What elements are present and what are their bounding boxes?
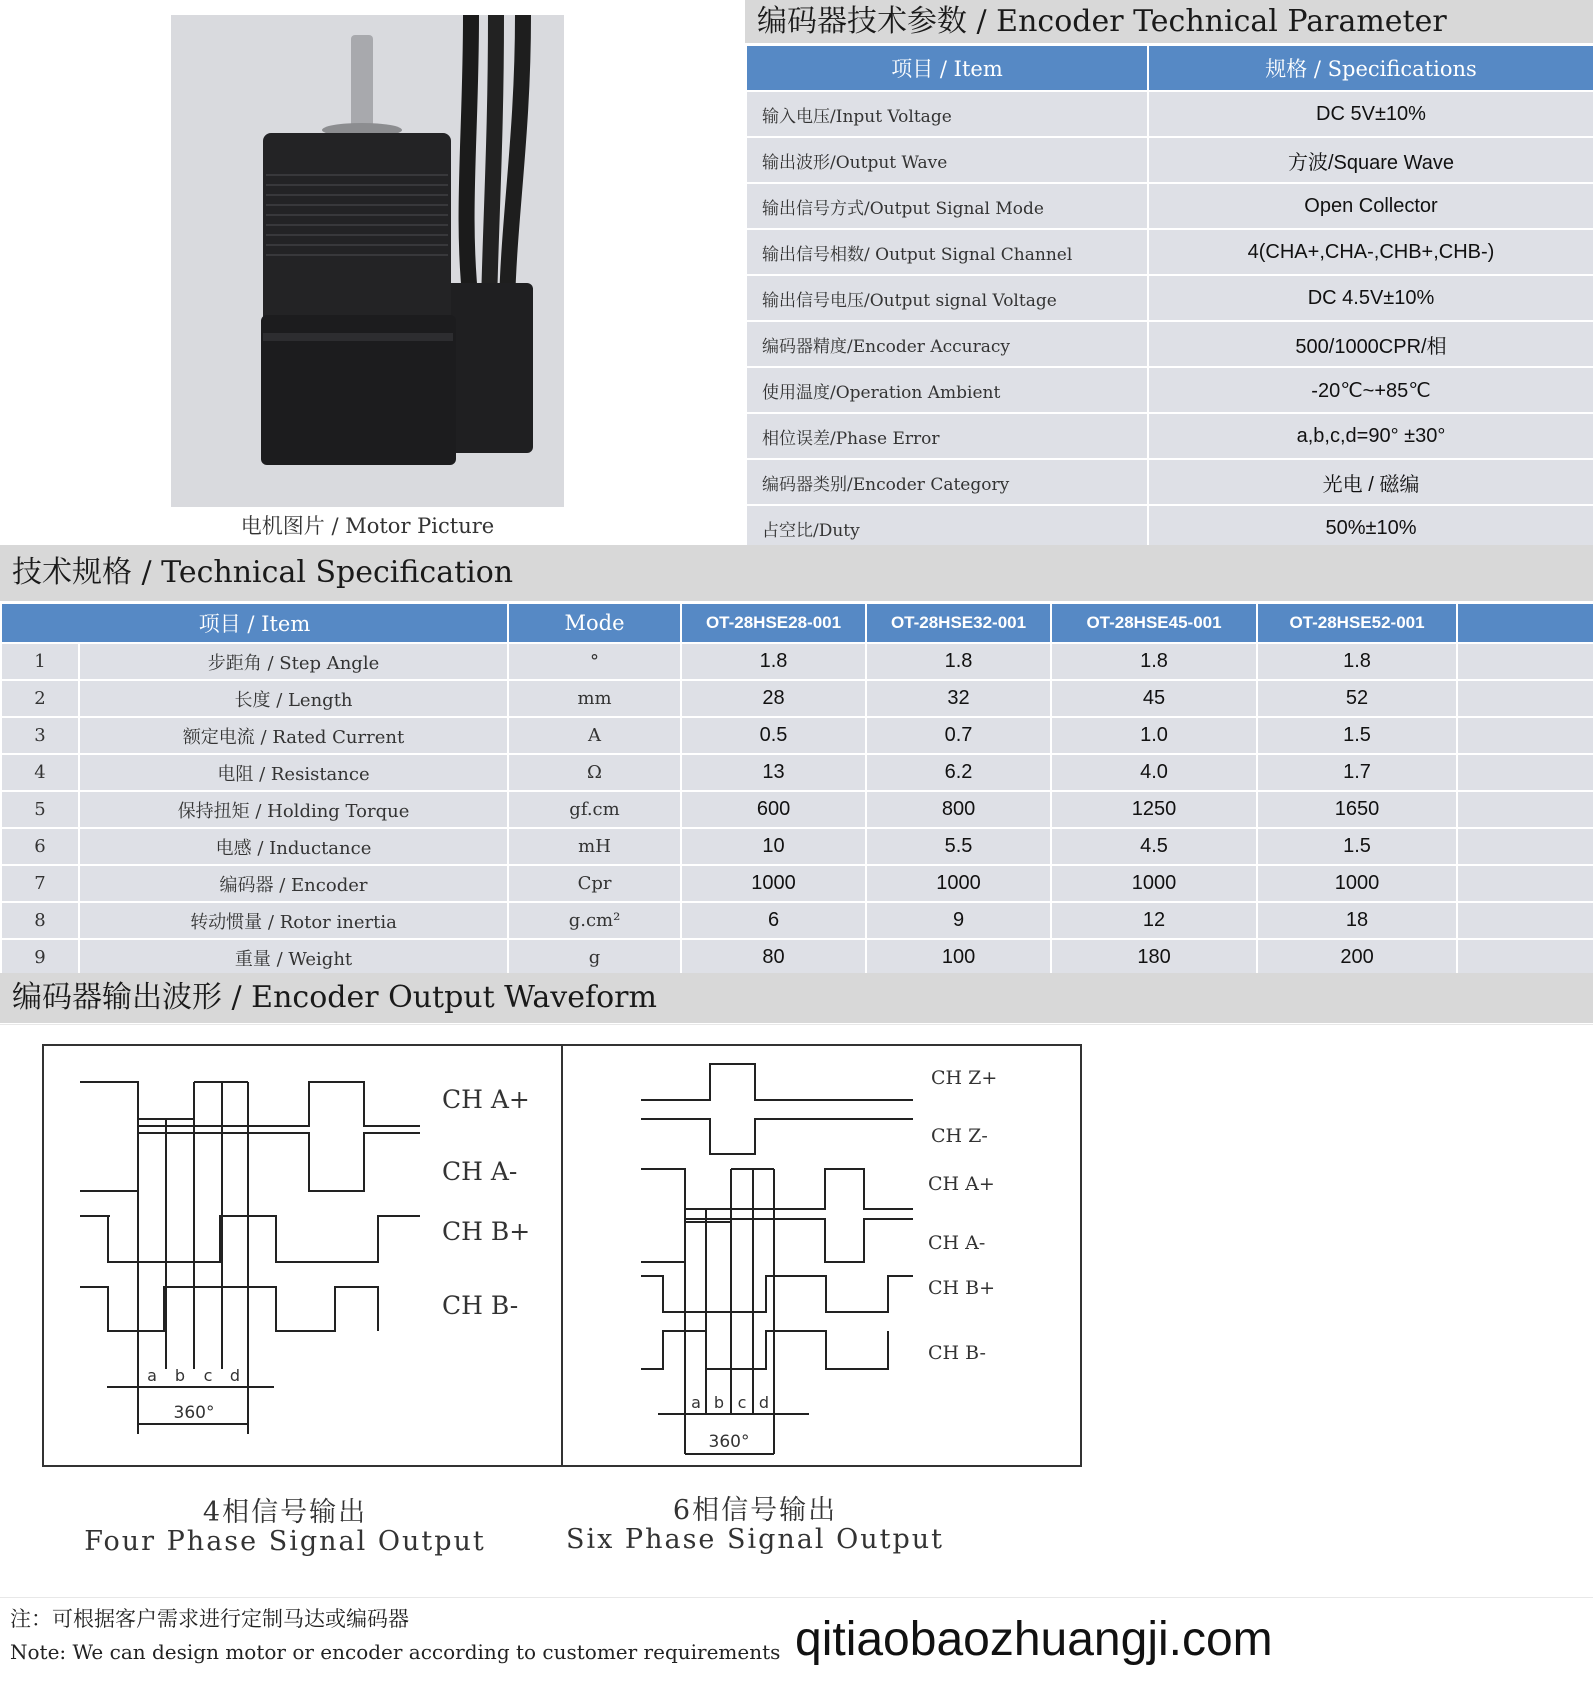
photo-caption: 电机图片 / Motor Picture (240, 514, 495, 538)
channel-label: CH A+ (928, 1173, 995, 1195)
tick-label: d (229, 1366, 241, 1385)
header-empty (1457, 603, 1593, 643)
param-spec: 方波/Square Wave (1148, 137, 1593, 183)
spec-value: 1.5 (1257, 717, 1457, 754)
spec-unit: Ω (508, 754, 681, 791)
param-item: 使用温度/Operation Ambient (746, 367, 1148, 413)
spec-value: 5.5 (866, 828, 1051, 865)
header-model: OT-28HSE28-001 (681, 603, 866, 643)
spec-value: 4.0 (1051, 754, 1257, 791)
table-row (746, 183, 1593, 229)
param-item: 相位误差/Phase Error (746, 413, 1148, 459)
param-item: 编码器类别/Encoder Category (746, 459, 1148, 505)
header-item: 项目 / Item (746, 45, 1148, 91)
table-row (746, 321, 1593, 367)
spec-unit: gf.cm (508, 791, 681, 828)
spec-value: 12 (1051, 902, 1257, 939)
table-row (746, 367, 1593, 413)
empty-cell (1457, 902, 1593, 939)
spec-value: 80 (681, 939, 866, 976)
spec-item: 步距角 / Step Angle (79, 643, 508, 680)
row-number: 7 (1, 865, 79, 902)
table-row (746, 229, 1593, 275)
tech-spec-table (0, 602, 1593, 977)
empty-cell (1457, 865, 1593, 902)
table-row (1, 939, 1593, 976)
channel-label: CH A+ (442, 1085, 530, 1114)
spec-value: 13 (681, 754, 866, 791)
tick-label: b (174, 1366, 186, 1385)
four-phase-caption-cn: 4相信号输出 (202, 1497, 368, 1528)
param-spec: DC 5V±10% (1148, 91, 1593, 137)
spec-value: 1.8 (1051, 643, 1257, 680)
spec-unit: Cpr (508, 865, 681, 902)
encoder-table-header (746, 45, 1593, 91)
table-row (746, 137, 1593, 183)
empty-cell (1457, 643, 1593, 680)
spec-value: 18 (1257, 902, 1457, 939)
param-item: 输出信号相数/ Output Signal Channel (746, 229, 1148, 275)
spec-unit: g (508, 939, 681, 976)
motor-photo (171, 15, 564, 507)
param-spec: Open Collector (1148, 183, 1593, 229)
four-phase-waveform (42, 1044, 561, 1467)
tick-label: a (147, 1366, 157, 1385)
encoder-section-title: 编码器技术参数 / Encoder Technical Parameter (745, 0, 1593, 43)
param-item: 占空比/Duty (746, 505, 1148, 551)
row-number: 4 (1, 754, 79, 791)
header-mode: Mode (508, 603, 681, 643)
spec-value: 52 (1257, 680, 1457, 717)
header-specifications: 规格 / Specifications (1148, 45, 1593, 91)
channel-label: CH Z+ (931, 1067, 998, 1089)
table-row (746, 91, 1593, 137)
table-row (1, 902, 1593, 939)
channel-label: CH B- (442, 1291, 519, 1320)
header-model: OT-28HSE52-001 (1257, 603, 1457, 643)
tick-label: c (203, 1366, 213, 1385)
param-item: 输入电压/Input Voltage (746, 91, 1148, 137)
watermark-text: qitiaobaozhuangji.com (795, 1613, 1273, 1666)
waveform-section-title: 编码器输出波形 / Encoder Output Waveform (0, 973, 1593, 1023)
spec-value: 1000 (681, 865, 866, 902)
empty-cell (1457, 791, 1593, 828)
param-item: 输出波形/Output Wave (746, 137, 1148, 183)
param-spec: a,b,c,d=90° ±30° (1148, 413, 1593, 459)
param-spec: 500/1000CPR/相 (1148, 321, 1593, 367)
spec-item: 保持扭矩 / Holding Torque (79, 791, 508, 828)
spec-value: 100 (866, 939, 1051, 976)
empty-cell (1457, 828, 1593, 865)
table-row (1, 791, 1593, 828)
tick-label: c (737, 1393, 747, 1412)
channel-label: CH B+ (442, 1217, 531, 1246)
channel-label: CH B+ (928, 1277, 996, 1299)
row-number: 5 (1, 791, 79, 828)
spec-value: 1.8 (1257, 643, 1457, 680)
divider (0, 1024, 1593, 1025)
spec-value: 9 (866, 902, 1051, 939)
spec-item: 编码器 / Encoder (79, 865, 508, 902)
spec-value: 200 (1257, 939, 1457, 976)
spec-value: 180 (1051, 939, 1257, 976)
row-number: 1 (1, 643, 79, 680)
row-number: 9 (1, 939, 79, 976)
spec-value: 1000 (866, 865, 1051, 902)
tick-label: d (758, 1393, 770, 1412)
param-spec: 光电 / 磁编 (1148, 459, 1593, 505)
table-row (746, 459, 1593, 505)
spec-value: 800 (866, 791, 1051, 828)
spec-value: 6.2 (866, 754, 1051, 791)
six-phase-caption-en: Six Phase Signal Output (565, 1524, 945, 1555)
spec-value: 1.5 (1257, 828, 1457, 865)
channel-label: CH A- (928, 1232, 986, 1254)
channel-label: CH B- (928, 1342, 986, 1364)
spec-value: 1000 (1051, 865, 1257, 902)
spec-unit: mm (508, 680, 681, 717)
spec-unit: ° (508, 643, 681, 680)
divider (0, 1597, 1593, 1598)
tech-table-header (1, 603, 1593, 643)
spec-unit: g.cm² (508, 902, 681, 939)
table-row (1, 680, 1593, 717)
table-row (746, 413, 1593, 459)
spec-value: 1000 (1257, 865, 1457, 902)
header-model: OT-28HSE32-001 (866, 603, 1051, 643)
spec-value: 1.8 (866, 643, 1051, 680)
six-phase-waveform (563, 1044, 1082, 1467)
table-row (1, 717, 1593, 754)
note-chinese: 注：可根据客户需求进行定制马达或编码器 (10, 1607, 409, 1631)
spec-item: 电阻 / Resistance (79, 754, 508, 791)
row-number: 2 (1, 680, 79, 717)
spec-value: 1.7 (1257, 754, 1457, 791)
tech-section-title: 技术规格 / Technical Specification (0, 545, 1593, 601)
spec-value: 4.5 (1051, 828, 1257, 865)
channel-label: CH A- (442, 1157, 518, 1186)
spec-item: 重量 / Weight (79, 939, 508, 976)
empty-cell (1457, 717, 1593, 754)
spec-value: 45 (1051, 680, 1257, 717)
six-phase-caption-cn: 6相信号输出 (672, 1495, 838, 1526)
spec-value: 1.0 (1051, 717, 1257, 754)
table-row (1, 643, 1593, 680)
empty-cell (1457, 754, 1593, 791)
spec-value: 1650 (1257, 791, 1457, 828)
row-number: 8 (1, 902, 79, 939)
header-model: OT-28HSE45-001 (1051, 603, 1257, 643)
param-spec: 4(CHA+,CHA-,CHB+,CHB-) (1148, 229, 1593, 275)
spec-unit: mH (508, 828, 681, 865)
header-item: 项目 / Item (1, 603, 508, 643)
table-row (746, 275, 1593, 321)
tick-label: a (691, 1393, 701, 1412)
row-number: 6 (1, 828, 79, 865)
empty-cell (1457, 939, 1593, 976)
encoder-param-table (745, 44, 1593, 552)
tick-label: b (713, 1393, 725, 1412)
param-spec: 50%±10% (1148, 505, 1593, 551)
param-item: 编码器精度/Encoder Accuracy (746, 321, 1148, 367)
table-row (1, 828, 1593, 865)
param-item: 输出信号方式/Output Signal Mode (746, 183, 1148, 229)
spec-item: 长度 / Length (79, 680, 508, 717)
row-number: 3 (1, 717, 79, 754)
spec-value: 6 (681, 902, 866, 939)
table-row (1, 865, 1593, 902)
spec-value: 1250 (1051, 791, 1257, 828)
spec-value: 0.5 (681, 717, 866, 754)
spec-unit: A (508, 717, 681, 754)
table-row (1, 754, 1593, 791)
empty-cell (1457, 680, 1593, 717)
spec-item: 电感 / Inductance (79, 828, 508, 865)
spec-item: 额定电流 / Rated Current (79, 717, 508, 754)
param-spec: -20℃~+85℃ (1148, 367, 1593, 413)
param-item: 输出信号电压/Output signal Voltage (746, 275, 1148, 321)
four-phase-caption-en: Four Phase Signal Output (84, 1526, 486, 1557)
spec-item: 转动惯量 / Rotor inertia (79, 902, 508, 939)
spec-value: 10 (681, 828, 866, 865)
spec-value: 600 (681, 791, 866, 828)
channel-label: CH Z- (931, 1125, 988, 1147)
spec-value: 32 (866, 680, 1051, 717)
angle-label: 360° (173, 1403, 215, 1423)
spec-value: 28 (681, 680, 866, 717)
note-english: Note: We can design motor or encoder according to customer requirements (10, 1640, 781, 1664)
angle-label: 360° (708, 1432, 750, 1452)
spec-value: 1.8 (681, 643, 866, 680)
spec-value: 0.7 (866, 717, 1051, 754)
param-spec: DC 4.5V±10% (1148, 275, 1593, 321)
